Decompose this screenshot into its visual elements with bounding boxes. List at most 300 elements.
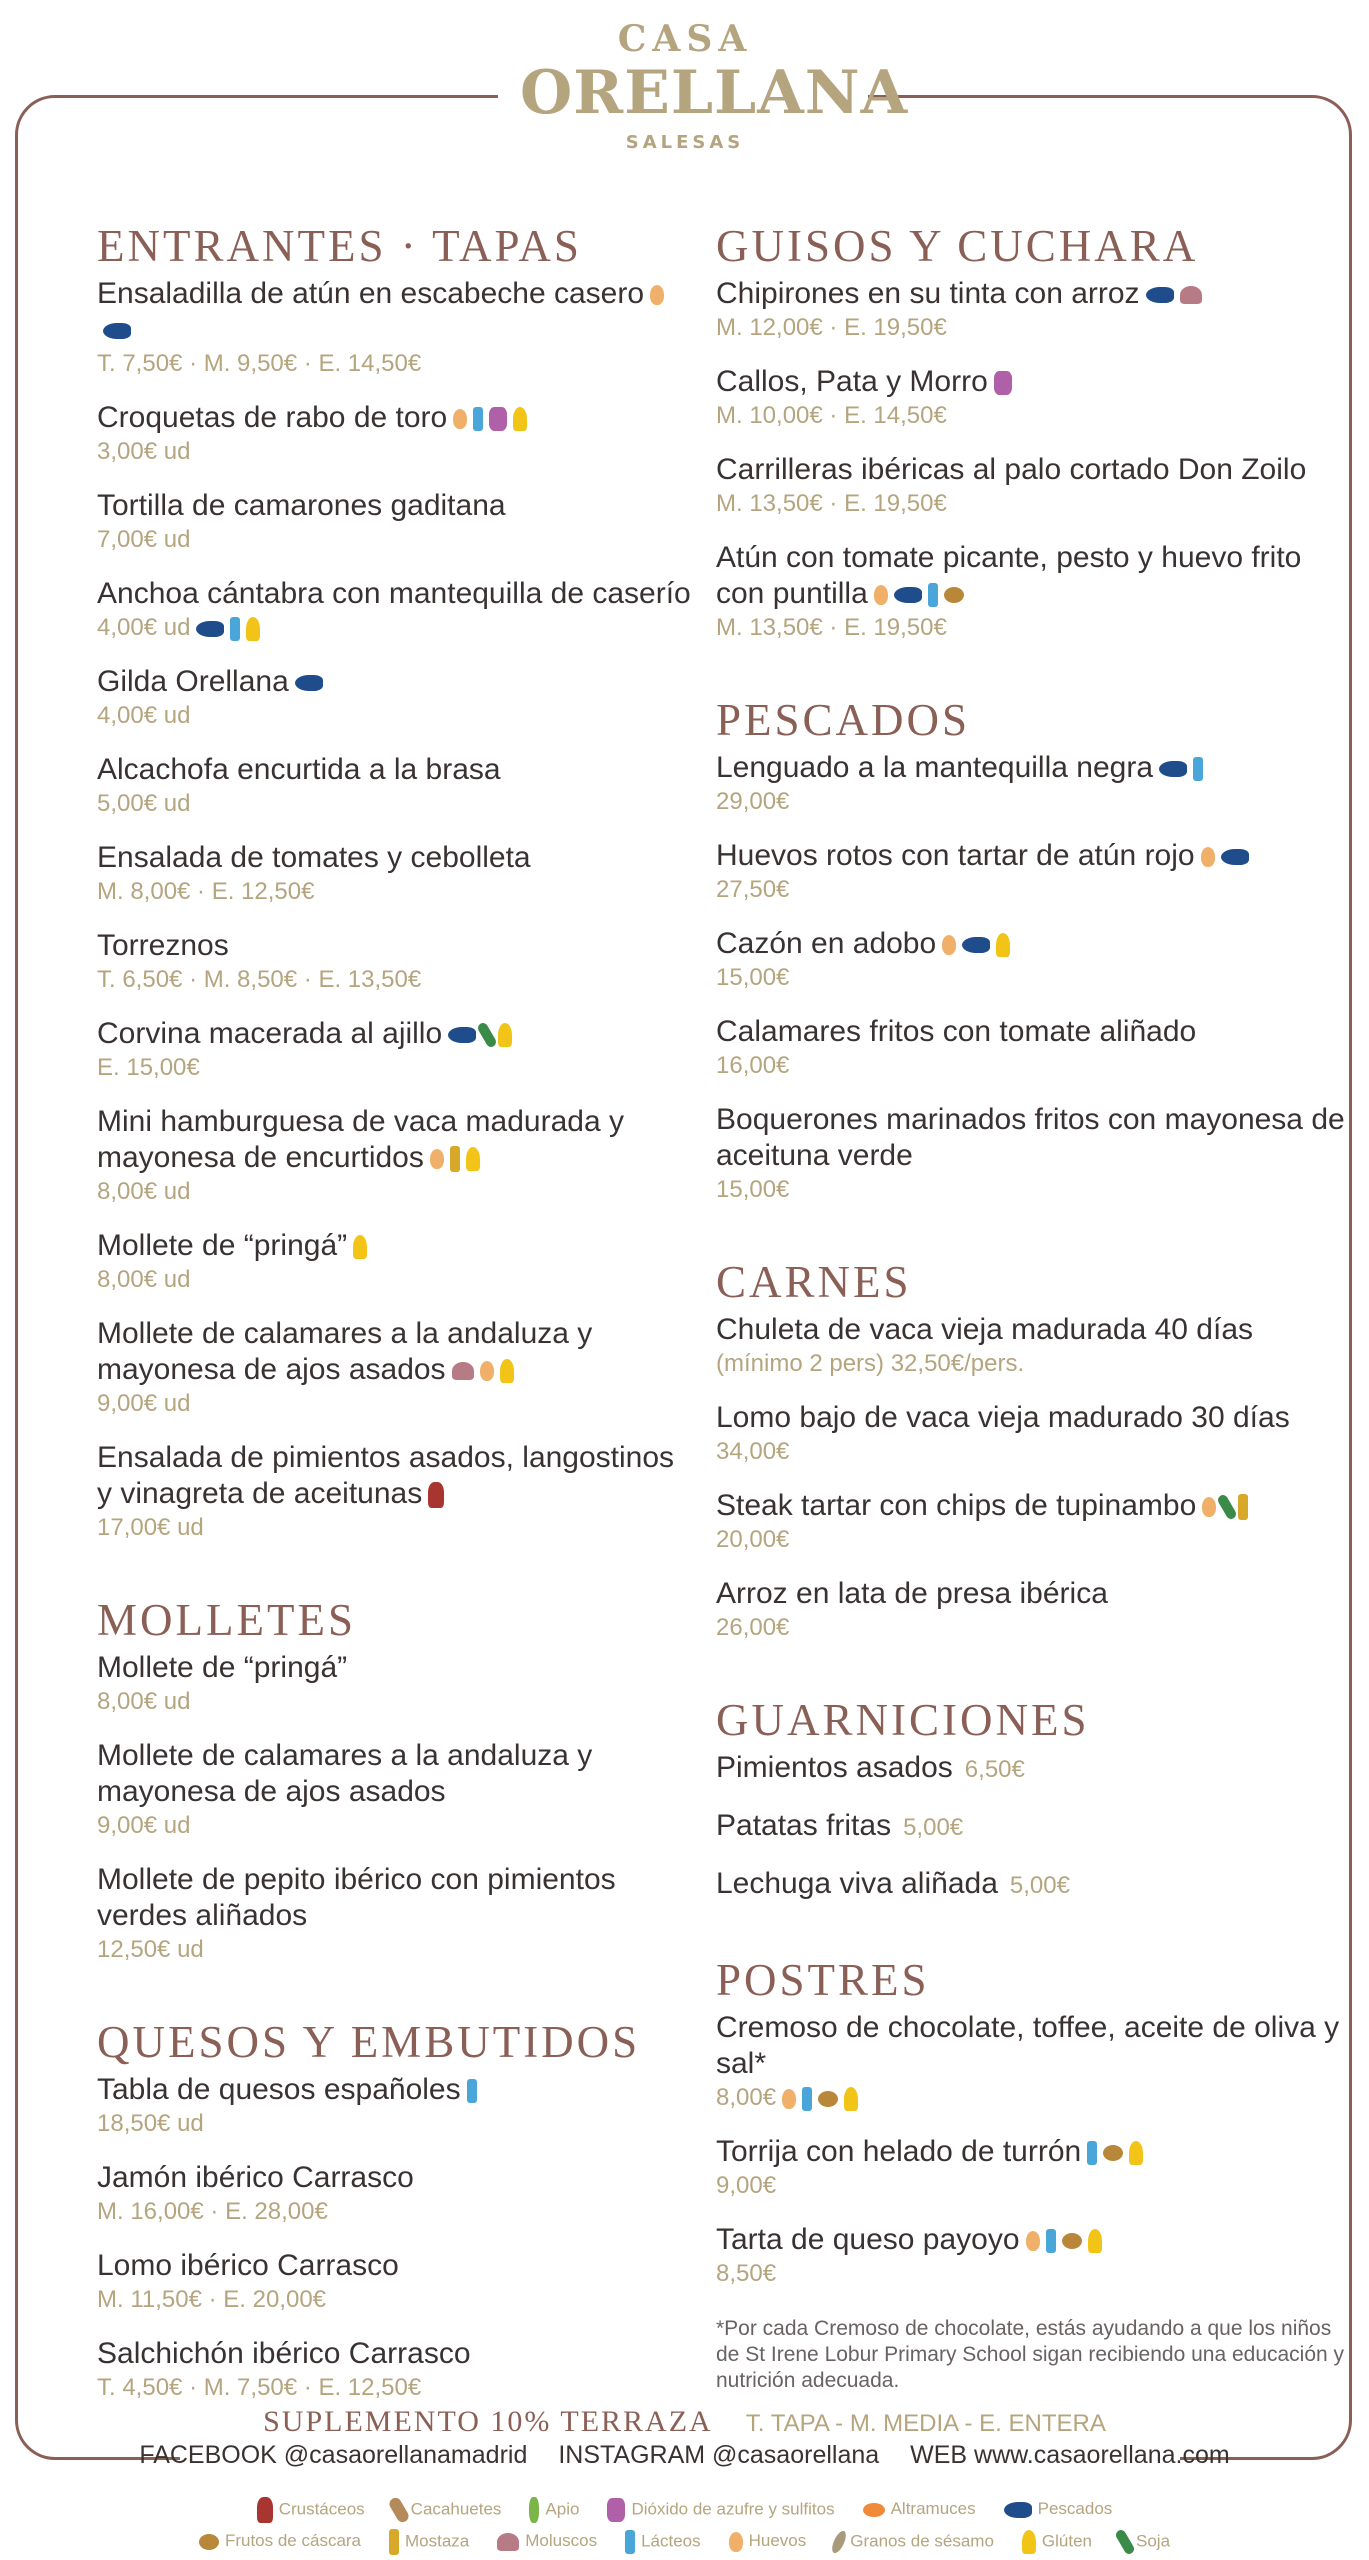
menu-item-price-line: [97, 876, 697, 908]
menu-item-price-line: [97, 1512, 697, 1544]
menu-item-price: M. 11,50€ · E. 20,00€: [97, 2286, 327, 2313]
dairy-icon: [230, 617, 240, 641]
menu-item-name-line: [97, 1016, 697, 1052]
menu-item: [716, 2134, 1346, 2202]
menu-item-name-line: [97, 1650, 697, 1686]
menu-item-name-line: [97, 2160, 697, 2196]
dairy-icon: [802, 2087, 812, 2111]
gluten-icon: [844, 2087, 858, 2111]
menu-item-price: 8,00€: [716, 2084, 777, 2111]
menu-item-price-line: [97, 1388, 697, 1420]
menu-item-name-line: [716, 1488, 1346, 1524]
fish-icon: [196, 621, 224, 637]
menu-item-price-line: [716, 1524, 1346, 1556]
egg-icon: [874, 585, 888, 605]
menu-item-price: M. 16,00€ · E. 28,00€: [97, 2198, 328, 2225]
menu-item: [97, 2160, 697, 2228]
menu-item-name-line: [97, 1228, 697, 1264]
menu-item-name: Mollete de “pringá”: [97, 1229, 348, 1262]
menu-item: [97, 400, 697, 468]
menu-item: [716, 1750, 1346, 1788]
menu-item-name: Ensaladilla de atún en escabeche casero: [97, 277, 645, 310]
legend-label: Altramuces: [890, 2499, 976, 2519]
menu-item-name: Ensalada de pimientos asados, langostinos y vinagreta de aceitunas: [97, 1441, 675, 1510]
menu-item-name-line: [97, 400, 697, 436]
menu-item-name-line: [97, 1440, 697, 1512]
menu-item-name-line: [716, 276, 1346, 312]
menu-item-name-line: [716, 1102, 1346, 1174]
menu-item-price: 15,00€: [716, 964, 790, 991]
menu-item: [97, 1862, 697, 1966]
soy-icon: [476, 1021, 498, 1049]
celery-icon: [529, 2497, 539, 2523]
menu-item: [716, 276, 1346, 344]
menu-item: [716, 1808, 1346, 1846]
menu-item: [716, 452, 1346, 520]
menu-item-price-line: [716, 874, 1346, 906]
mollusc-icon: [1180, 286, 1202, 304]
instagram-link[interactable]: INSTAGRAM @casaorellana: [558, 2441, 880, 2469]
menu-item-price-line: [97, 788, 697, 820]
legend-label: Apio: [545, 2499, 580, 2519]
dairy-icon: [625, 2530, 635, 2554]
gluten-icon: [498, 1023, 512, 1047]
menu-item-name: Tortilla de camarones gaditana: [97, 489, 506, 522]
menu-item: [97, 488, 697, 556]
mollusc-icon: [497, 2533, 519, 2551]
menu-item-price: (mínimo 2 pers) 32,50€/pers.: [716, 1350, 1025, 1377]
menu-item-price-line: [97, 1810, 697, 1842]
menu-item-price: T. 6,50€ · M. 8,50€ · E. 13,50€: [97, 966, 422, 993]
menu-item-price-line: [97, 1052, 697, 1084]
menu-item-price: 4,00€ ud: [97, 702, 191, 729]
section-title: POSTRES: [716, 1955, 930, 2005]
menu-item: [97, 1316, 697, 1420]
menu-item-name: Boquerones marinados fritos con mayonesa de aceituna verde: [716, 1103, 1345, 1172]
menu-item-price-line: [97, 2372, 697, 2404]
legend-item: [389, 2529, 469, 2555]
charity-note: *Por cada Cremoso de chocolate, estás ayudando a que los niños de St Irene Lobur Primary School sigan recibiendo una educación y nutrición adecuada.: [716, 2317, 1345, 2392]
menu-item: [97, 276, 697, 380]
egg-icon: [430, 1149, 444, 1169]
menu-item-name-line: [716, 452, 1346, 488]
menu-item: [97, 840, 697, 908]
menu-item: [97, 928, 697, 996]
menu-item-name: Tabla de quesos españoles: [97, 2073, 461, 2106]
menu-item-name: Mini hamburguesa de vaca madurada y mayonesa de encurtidos: [97, 1105, 624, 1174]
mustard-icon: [450, 1146, 460, 1172]
dairy-icon: [473, 407, 483, 431]
menu-item: [716, 1312, 1346, 1380]
fish-icon: [448, 1027, 476, 1043]
menu-item-name-line: [97, 840, 697, 876]
section-title: GUISOS Y CUCHARA: [716, 221, 1199, 271]
menu-item-price: T. 7,50€ · M. 9,50€ · E. 14,50€: [97, 350, 422, 377]
fish-icon: [894, 587, 922, 603]
legend-label: Dióxido de azufre y sulfitos: [631, 2499, 835, 2519]
legend-item: [393, 2497, 502, 2523]
menu-item-price-line: [97, 2284, 697, 2316]
menu-item-name: Mollete de calamares a la andaluza y mayonesa de ajos asados: [97, 1317, 593, 1386]
section-title: MOLLETES: [97, 1595, 356, 1645]
menu-item-name-line: [716, 2010, 1346, 2082]
menu-item-price-line: [716, 2258, 1346, 2290]
menu-item-name: Ensalada de tomates y cebolleta: [97, 841, 531, 874]
legend-item: [1004, 2499, 1113, 2519]
menu-item-price-line: [97, 2108, 697, 2140]
menu-item-name-line: [97, 2072, 697, 2108]
menu-item: [97, 1016, 697, 1084]
menu-item-name: Corvina macerada al ajillo: [97, 1017, 443, 1050]
menu-item-price: 3,00€ ud: [97, 438, 191, 465]
menu-item-name-line: [716, 2222, 1346, 2258]
menu-item-price: 6,50€: [964, 1756, 1025, 1783]
menu-item-name-line: [97, 488, 697, 524]
menu-item: [97, 576, 697, 644]
menu-item: [97, 1104, 697, 1208]
menu-item-price: 5,00€ ud: [97, 790, 191, 817]
gluten-icon: [500, 1359, 514, 1383]
egg-icon: [1026, 2231, 1040, 2251]
menu-section: [716, 1664, 1346, 1904]
menu-item-price: 29,00€: [716, 788, 790, 815]
menu-item-price-line: [97, 1934, 697, 1966]
brand-logo: [520, 18, 909, 153]
menu-section: [97, 1564, 697, 1966]
left-column: [97, 218, 697, 2424]
nut-icon: [199, 2534, 219, 2550]
legend-item: [625, 2530, 701, 2554]
menu-item-name-line: [716, 838, 1346, 874]
menu-item-name: Lechuga viva aliñada: [716, 1867, 998, 1900]
menu-item-price: 8,00€ ud: [97, 1178, 191, 1205]
menu-item-name-line: [97, 2336, 697, 2372]
menu-item-name: Pimientos asados: [716, 1751, 953, 1784]
sulfites-icon: [489, 407, 507, 431]
menu-item-name-line: [97, 2248, 697, 2284]
allergen-legend-row1: [0, 2497, 1369, 2523]
menu-item-name-line: [716, 1400, 1346, 1436]
menu-item-price-line: [97, 1686, 697, 1718]
fish-icon: [295, 675, 323, 691]
menu-item: [716, 1014, 1346, 1082]
right-column: [716, 218, 1346, 2394]
legend-item: [257, 2497, 365, 2523]
menu-item: [97, 2072, 697, 2140]
legend-label: Huevos: [748, 2531, 807, 2551]
gluten-icon: [513, 407, 527, 431]
menu-item-price-line: [716, 1612, 1346, 1644]
crustacean-icon: [428, 1482, 444, 1508]
menu-item-price-line: [716, 1348, 1346, 1380]
menu-item-name: Alcachofa encurtida a la brasa: [97, 753, 501, 786]
menu-item-name: Anchoa cántabra con mantequilla de caserío: [97, 577, 691, 610]
menu-item-price-line: [97, 436, 697, 468]
menu-item-price-line: [716, 1436, 1346, 1468]
menu-item-name-line: [716, 1866, 1346, 1904]
menu-item-price-line: [97, 700, 697, 732]
gluten-icon: [353, 1235, 367, 1259]
sulfites-icon: [994, 371, 1012, 395]
menu-item: [716, 1866, 1346, 1904]
legend-label: Pescados: [1037, 2499, 1113, 2519]
menu-item-name: Calamares fritos con tomate aliñado: [716, 1015, 1197, 1048]
menu-section: [716, 218, 1346, 644]
menu-item: [716, 1102, 1346, 1206]
menu-item-price: 20,00€: [716, 1526, 790, 1553]
menu-item: [716, 926, 1346, 994]
menu-item-name: Mollete de pepito ibérico con pimientos verdes aliñados: [97, 1863, 616, 1932]
legend-label: Frutos de cáscara: [224, 2531, 362, 2551]
menu-item-price: 18,50€ ud: [97, 2110, 204, 2137]
menu-item-name-line: [716, 1312, 1346, 1348]
mustard-icon: [1238, 1494, 1248, 1520]
menu-item-name: Mollete de calamares a la andaluza y mayonesa de ajos asados: [97, 1739, 593, 1808]
menu-item-price-line: [97, 1264, 697, 1296]
menu-item-name: Croquetas de rabo de toro: [97, 401, 448, 434]
menu-item-price-line: [97, 348, 697, 380]
menu-item: [716, 2222, 1346, 2290]
menu-item: [716, 1400, 1346, 1468]
menu-item-price: 27,50€: [716, 876, 790, 903]
legend-item: [607, 2498, 834, 2522]
menu-item-price-line: [716, 488, 1346, 520]
menu-item-price: 4,00€ ud: [97, 614, 191, 641]
menu-item-price: 9,00€ ud: [97, 1812, 191, 1839]
menu-item-price: 26,00€: [716, 1614, 790, 1641]
menu-item-name: Torreznos: [97, 929, 229, 962]
legend-item: [729, 2531, 807, 2552]
menu-item-name-line: [716, 1808, 1346, 1846]
peanut-icon: [387, 2496, 410, 2525]
section-title: CARNES: [716, 1257, 912, 1307]
menu-item-name: Lenguado a la mantequilla negra: [716, 751, 1154, 784]
legend-label: Lácteos: [641, 2531, 701, 2551]
sesame-icon: [830, 2529, 849, 2555]
menu-item-name-line: [716, 2134, 1346, 2170]
menu-item-name: Lomo bajo de vaca vieja madurado 30 días: [716, 1401, 1290, 1434]
menu-item-price: M. 13,50€ · E. 19,50€: [716, 614, 947, 641]
menu-item-price-line: [716, 1174, 1346, 1206]
menu-section: [716, 1924, 1346, 2290]
dairy-icon: [1046, 2229, 1056, 2253]
menu-item-price: 5,00€: [1009, 1872, 1070, 1899]
mustard-icon: [389, 2529, 399, 2555]
menu-item-name: Jamón ibérico Carrasco: [97, 2161, 414, 2194]
menu-item-name: Gilda Orellana: [97, 665, 289, 698]
menu-item: [97, 1228, 697, 1296]
egg-icon: [942, 935, 956, 955]
menu-item-name-line: [716, 364, 1346, 400]
facebook-link[interactable]: FACEBOOK @casaorellanamadrid: [139, 2441, 528, 2469]
legend-item: [529, 2497, 579, 2523]
menu-item-name-line: [716, 926, 1346, 962]
menu-item-price: M. 8,00€ · E. 12,50€: [97, 878, 315, 905]
menu-item-price-line: [97, 1176, 697, 1208]
menu-item: [97, 2248, 697, 2316]
lupin-icon: [863, 2503, 885, 2517]
gluten-icon: [996, 933, 1010, 957]
menu-item-price-line: [97, 2196, 697, 2228]
gluten-icon: [1088, 2229, 1102, 2253]
section-title: ENTRANTES · TAPAS: [97, 221, 582, 271]
menu-item-price-line: [716, 400, 1346, 432]
menu-item: [716, 540, 1346, 644]
menu-item: [97, 1738, 697, 1842]
menu-item-name: Huevos rotos con tartar de atún rojo: [716, 839, 1195, 872]
legend-label: Crustáceos: [278, 2499, 365, 2519]
legend-label: Granos de sésamo: [850, 2531, 994, 2551]
dairy-icon: [467, 2079, 477, 2103]
menu-item-name-line: [97, 1104, 697, 1176]
menu-item-price: 17,00€ ud: [97, 1514, 204, 1541]
egg-icon: [1201, 847, 1215, 867]
menu-item-name: Steak tartar con chips de tupinambo: [716, 1489, 1197, 1522]
menu-item-name: Patatas fritas: [716, 1809, 892, 1842]
legend-label: Soja: [1136, 2531, 1171, 2551]
menu-item-name-line: [97, 1738, 697, 1810]
menu-item-price: 9,00€ ud: [97, 1390, 191, 1417]
size-legend: T. TAPA - M. MEDIA - E. ENTERA: [745, 2410, 1106, 2437]
menu-item: [716, 2010, 1346, 2114]
menu-item-price: M. 13,50€ · E. 19,50€: [716, 490, 947, 517]
menu-item-price: 34,00€: [716, 1438, 790, 1465]
dairy-icon: [1193, 757, 1203, 781]
menu-item-price-line: [97, 612, 697, 644]
menu-item-price: M. 12,00€ · E. 19,50€: [716, 314, 947, 341]
menu-item-price-line: [97, 524, 697, 556]
fish-icon: [1146, 287, 1174, 303]
menu-item: [716, 838, 1346, 906]
section-title: QUESOS Y EMBUTIDOS: [97, 2017, 641, 2067]
menu-item-name: Salchichón ibérico Carrasco: [97, 2337, 471, 2370]
menu-item-name: Callos, Pata y Morro: [716, 365, 988, 398]
soy-icon: [1216, 1493, 1238, 1521]
soy-icon: [1114, 2528, 1136, 2556]
legend-item: [1120, 2529, 1170, 2555]
menu-item-price: 8,00€ ud: [97, 1266, 191, 1293]
nut-icon: [818, 2091, 838, 2107]
legend-item: [199, 2531, 361, 2551]
fish-icon: [1221, 849, 1249, 865]
menu-item-price: 7,00€ ud: [97, 526, 191, 553]
legend-label: Glúten: [1041, 2531, 1092, 2551]
menu-item-name: Lomo ibérico Carrasco: [97, 2249, 399, 2282]
menu-item: [97, 664, 697, 732]
egg-icon: [650, 285, 664, 305]
brand-name: ORELLANA: [520, 58, 909, 128]
menu-section: [97, 218, 697, 1544]
fish-icon: [1159, 761, 1187, 777]
menu-item-name: Cazón en adobo: [716, 927, 937, 960]
menu-item-name: Cremoso de chocolate, toffee, aceite de oliva y sal*: [716, 2011, 1340, 2080]
social-line: [0, 2441, 1369, 2470]
brand-top: CASA: [617, 18, 753, 60]
menu-item-name-line: [97, 276, 697, 348]
menu-section: [716, 1226, 1346, 1644]
menu-item-price-line: [716, 2082, 1346, 2114]
gluten-icon: [246, 617, 260, 641]
section-title: PESCADOS: [716, 695, 971, 745]
egg-icon: [453, 409, 467, 429]
legend-label: Mostaza: [405, 2531, 470, 2551]
allergen-legend-row2: [0, 2529, 1369, 2555]
menu-item-price: E. 15,00€: [97, 1054, 200, 1081]
menu-item-price: M. 10,00€ · E. 14,50€: [716, 402, 947, 429]
menu-item-name-line: [97, 576, 697, 612]
menu-item-name-line: [716, 1576, 1346, 1612]
terraza-supplement: SUPLEMENTO 10% TERRAZA: [263, 2405, 713, 2438]
web-link[interactable]: WEB www.casaorellana.com: [910, 2441, 1230, 2469]
egg-icon: [1202, 1497, 1216, 1517]
menu-item-price: T. 4,50€ · M. 7,50€ · E. 12,50€: [97, 2374, 422, 2401]
menu-item-name-line: [716, 1014, 1346, 1050]
menu-item: [97, 1650, 697, 1718]
menu-item-name: Arroz en lata de presa ibérica: [716, 1577, 1108, 1610]
menu-item-name-line: [716, 750, 1346, 786]
menu-item: [97, 2336, 697, 2404]
menu-item-price: 8,50€: [716, 2260, 777, 2287]
menu-item-name-line: [97, 928, 697, 964]
gluten-icon: [466, 1147, 480, 1171]
nut-icon: [1062, 2233, 1082, 2249]
gluten-icon: [1129, 2141, 1143, 2165]
nut-icon: [944, 587, 964, 603]
fish-icon: [962, 937, 990, 953]
terraza-line: [0, 2405, 1369, 2439]
legend-item: [1022, 2530, 1092, 2554]
menu-item-name: Mollete de “pringá”: [97, 1651, 348, 1684]
egg-icon: [782, 2089, 796, 2109]
menu-item-price: 9,00€: [716, 2172, 777, 2199]
menu-item-price-line: [716, 786, 1346, 818]
sulfites-icon: [607, 2498, 625, 2522]
menu-item-name-line: [716, 1750, 1346, 1788]
fish-icon: [1004, 2502, 1032, 2518]
menu-section: [97, 1986, 697, 2404]
menu-item-price: 16,00€: [716, 1052, 790, 1079]
dairy-icon: [1087, 2141, 1097, 2165]
legend-item: [497, 2531, 597, 2551]
menu-item-name-line: [97, 752, 697, 788]
menu-item-price: 15,00€: [716, 1176, 790, 1203]
menu-section: [716, 664, 1346, 1206]
menu-item-name: Carrilleras ibéricas al palo cortado Don Zoilo: [716, 453, 1307, 486]
menu-item-price: 12,50€ ud: [97, 1936, 204, 1963]
egg-icon: [480, 1361, 494, 1381]
menu-item-price: 8,00€ ud: [97, 1688, 191, 1715]
menu-item: [716, 1576, 1346, 1644]
menu-item-name-line: [97, 1316, 697, 1388]
crustacean-icon: [257, 2497, 273, 2523]
menu-item-name-line: [97, 1862, 697, 1934]
menu-item-name: Chipirones en su tinta con arroz: [716, 277, 1140, 310]
menu-item-price-line: [716, 962, 1346, 994]
nut-icon: [1103, 2145, 1123, 2161]
fish-icon: [103, 323, 131, 339]
menu-item-price-line: [716, 2170, 1346, 2202]
gluten-icon: [1022, 2530, 1036, 2554]
legend-item: [834, 2530, 994, 2554]
menu-item-name-line: [716, 540, 1346, 612]
menu-item: [97, 752, 697, 820]
menu-item-price-line: [716, 612, 1346, 644]
menu-item-name: Chuleta de vaca vieja madurada 40 días: [716, 1313, 1254, 1346]
menu-item-name: Torrija con helado de turrón: [716, 2135, 1082, 2168]
menu-item-price-line: [716, 312, 1346, 344]
section-title: GUARNICIONES: [716, 1695, 1090, 1745]
brand-sub: SALESAS: [625, 132, 745, 153]
